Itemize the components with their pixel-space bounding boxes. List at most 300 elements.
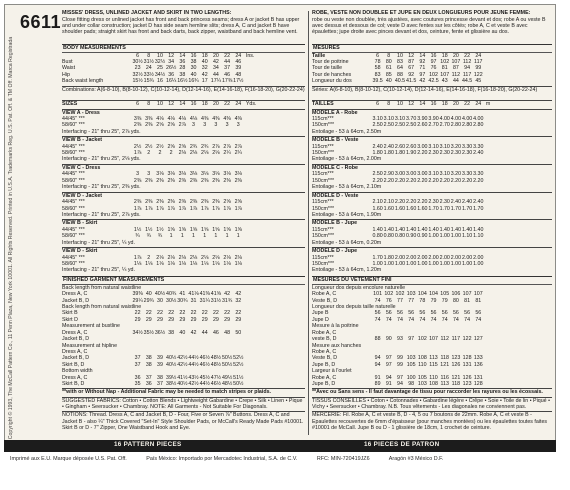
value-cell: 1.70 bbox=[439, 205, 450, 212]
value-cell: 24 bbox=[475, 52, 482, 59]
value-cell: 32½ bbox=[154, 58, 166, 65]
value-cell: 18 bbox=[201, 101, 208, 108]
value-cell: 44½ bbox=[188, 355, 199, 362]
value-cell: 74 bbox=[475, 316, 482, 323]
value-cell: 2⅛ bbox=[178, 150, 187, 157]
value-cell: 1.60 bbox=[372, 205, 383, 212]
value-cell: 22 bbox=[179, 310, 186, 317]
table-row bbox=[312, 381, 552, 387]
row-label: Hip bbox=[62, 71, 70, 78]
value-cell: 3.70 bbox=[406, 115, 417, 122]
yardage-values bbox=[132, 233, 244, 239]
value-cell: 107 bbox=[451, 58, 461, 65]
value-cell: 2.20 bbox=[406, 199, 417, 206]
value-cell: 15¾ bbox=[143, 78, 154, 85]
value-cell: 29 bbox=[201, 316, 208, 323]
metrage-values bbox=[372, 206, 484, 212]
row-label: Measurement at bustline bbox=[62, 323, 121, 330]
pattern-number: 6611 bbox=[20, 12, 62, 32]
value-cell: 3.90 bbox=[417, 115, 428, 122]
value-cell: 2½ bbox=[145, 143, 153, 150]
value-cell: 112 bbox=[462, 58, 472, 65]
value-cell: 2⅜ bbox=[201, 199, 209, 206]
value-cell: 41⅝ bbox=[210, 291, 222, 298]
french-column bbox=[312, 10, 552, 435]
value-cell: 40½ bbox=[166, 361, 177, 368]
value-cell: 1.60 bbox=[417, 205, 428, 212]
value-cell: 3.10 bbox=[372, 115, 383, 122]
value-cell: 29¼ bbox=[132, 297, 143, 304]
value-cell: 30½ bbox=[132, 58, 143, 65]
value-cell: 1⅞ bbox=[201, 205, 209, 212]
value-cell: 1.40 bbox=[406, 226, 417, 233]
value-cell: 6 bbox=[136, 101, 140, 108]
value-cell: 2.40 bbox=[383, 143, 394, 150]
value-cell: 36½ bbox=[154, 329, 166, 336]
value-cell: 2.10 bbox=[372, 199, 383, 206]
metrage-values bbox=[372, 178, 484, 184]
value-cell: 1.00 bbox=[439, 260, 450, 267]
value-cell: 1⅞ bbox=[223, 205, 231, 212]
value-cell: 1.10 bbox=[461, 233, 473, 240]
value-cell: 3 bbox=[225, 122, 229, 129]
value-cell: 1⅛ bbox=[189, 260, 198, 267]
value-cell: 1.40 bbox=[417, 226, 428, 233]
row-label: Jacket B, D bbox=[62, 297, 90, 304]
value-cell: 99 bbox=[397, 361, 403, 368]
value-cell: 2.20 bbox=[394, 177, 406, 184]
value-cell: 2.60 bbox=[417, 122, 428, 129]
value-cell: 30 bbox=[190, 65, 197, 72]
value-cell: 46½ bbox=[199, 355, 210, 362]
value-cell: 48½ bbox=[210, 355, 222, 362]
value-cell: 1.70 bbox=[428, 205, 439, 212]
value-cell: 4.00 bbox=[450, 115, 462, 122]
value-cell: 22 bbox=[190, 310, 197, 317]
value-cell: 38 bbox=[145, 355, 152, 362]
value-cell: 1⅛ bbox=[212, 260, 220, 267]
value-cell: 4⅛ bbox=[189, 115, 198, 122]
value-cell: 102 bbox=[395, 291, 405, 298]
value-cell: 31¼ bbox=[199, 297, 210, 304]
value-cell: 1⅞ bbox=[133, 254, 142, 261]
value-cell: 2.40 bbox=[473, 150, 484, 157]
value-cell: 80 bbox=[452, 297, 459, 304]
entoilage-note: Entoilage - 53 à 64cm, 1.90m bbox=[312, 211, 382, 218]
value-cell: 1.00 bbox=[473, 260, 484, 267]
value-cell: 29 bbox=[190, 316, 197, 323]
value-cell: 31 bbox=[190, 297, 197, 304]
row-label: Jupe D bbox=[312, 316, 329, 323]
english-column bbox=[62, 10, 305, 435]
value-cell: 1⅝ bbox=[223, 226, 231, 233]
value-cell: 40½ bbox=[166, 355, 177, 362]
value-cell: 31¾ bbox=[221, 297, 233, 304]
value-cell: 2⅜ bbox=[212, 199, 220, 206]
value-cell: 1.80 bbox=[383, 150, 394, 157]
value-cell: 41.5 bbox=[406, 78, 417, 85]
value-cell: 2.40 bbox=[461, 199, 473, 206]
fabric-width: 58/60" *** bbox=[62, 233, 85, 240]
value-cell: 8 bbox=[147, 52, 151, 59]
value-cell: 56 bbox=[397, 310, 403, 317]
pieces-footer-bar bbox=[4, 440, 556, 452]
value-cell: 38 bbox=[179, 71, 186, 78]
value-cell: 74 bbox=[464, 316, 471, 323]
value-cell: 2⅜ bbox=[133, 122, 142, 129]
value-cell: 31½ bbox=[210, 297, 222, 304]
value-cell: 16½ bbox=[177, 78, 188, 85]
row-label: Tour de taille bbox=[312, 65, 343, 72]
value-cell: 76 bbox=[385, 297, 392, 304]
value-cell: 17¼ bbox=[210, 78, 222, 85]
value-cell: 56 bbox=[408, 310, 415, 317]
value-cell: 2.20 bbox=[406, 177, 417, 184]
yardage-values bbox=[132, 178, 244, 184]
value-cell: 94 bbox=[374, 361, 381, 368]
value-cell: 10 bbox=[397, 101, 403, 108]
value-cell: 40½ bbox=[154, 291, 166, 298]
value-cell: 74 bbox=[430, 316, 437, 323]
value-cell: 18 bbox=[441, 101, 448, 108]
import-info-line bbox=[10, 456, 558, 462]
value-cell: 22 bbox=[224, 52, 231, 59]
value-cell: 1 bbox=[192, 233, 195, 240]
value-cell: 1.70 bbox=[461, 205, 473, 212]
value-cell: 3⅛ bbox=[201, 171, 209, 178]
value-cell: 56 bbox=[452, 310, 459, 317]
metrage-values bbox=[372, 122, 484, 128]
value-cell: ¾ bbox=[135, 233, 140, 240]
tailles-cells bbox=[372, 101, 484, 107]
value-cell: 2⅝ bbox=[167, 122, 175, 129]
value-cell: 35 bbox=[134, 380, 141, 387]
metrage-models bbox=[312, 109, 552, 274]
fabric-width: 44/45" *** bbox=[62, 226, 85, 233]
value-cell: 3.90 bbox=[428, 115, 439, 122]
value-cell: 2⅛ bbox=[201, 150, 209, 157]
value-cell: 42 bbox=[201, 71, 208, 78]
value-cell: 110 bbox=[418, 361, 427, 368]
value-cell: 102 bbox=[440, 58, 450, 65]
value-cell: 104 bbox=[417, 291, 427, 298]
value-cell: 2⅜ bbox=[212, 177, 220, 184]
value-cell: 44 bbox=[201, 329, 208, 336]
value-cell: 12 bbox=[408, 52, 415, 59]
row-values bbox=[132, 330, 244, 336]
value-cell: 3.10 bbox=[394, 115, 406, 122]
value-cell: 87 bbox=[408, 58, 415, 65]
value-cell: 1.40 bbox=[428, 226, 439, 233]
value-cell: 3⅜ bbox=[145, 115, 153, 122]
value-cell: 3⅛ bbox=[167, 171, 175, 178]
value-cell: 105 bbox=[417, 374, 427, 381]
value-cell: 40¾ bbox=[166, 291, 177, 298]
value-cell: 33½ bbox=[143, 71, 154, 78]
value-cell: 32 bbox=[201, 65, 208, 72]
value-cell: 56 bbox=[385, 310, 392, 317]
value-cell: 2.40 bbox=[473, 199, 484, 206]
value-cell: 4⅛ bbox=[167, 115, 175, 122]
yardage-values bbox=[132, 150, 244, 156]
value-cell: 103 bbox=[406, 291, 416, 298]
value-cell: 40 bbox=[201, 58, 208, 65]
row-values bbox=[372, 362, 484, 368]
model-heading: MODELE B - Veste bbox=[312, 136, 552, 143]
value-cell: 14 bbox=[179, 101, 186, 108]
value-cell: 10 bbox=[397, 52, 403, 59]
value-cell: 3.10 bbox=[439, 143, 450, 150]
value-cell: 24 bbox=[145, 65, 152, 72]
value-cell: 22 bbox=[464, 101, 471, 108]
value-cell: 74 bbox=[385, 316, 392, 323]
value-cell: 1.80 bbox=[383, 254, 394, 261]
value-cell: 113 bbox=[440, 380, 449, 387]
value-cell: 39 bbox=[157, 361, 163, 368]
interfacing-note: Interfacing - 21" thru 25", ¼ yd. bbox=[62, 239, 135, 246]
value-cell: 2.00 bbox=[417, 254, 428, 261]
value-cell: 22 bbox=[224, 101, 231, 108]
value-cell: 2⅛ bbox=[223, 254, 231, 261]
model-heading: MODELE C - Robe bbox=[312, 164, 552, 171]
value-cell: 2⅝ bbox=[223, 199, 231, 206]
value-cell: 94 bbox=[464, 65, 471, 72]
value-cell: 2.60 bbox=[406, 143, 417, 150]
value-cell: 2⅜ bbox=[145, 177, 153, 184]
value-cell: 26½ bbox=[166, 65, 177, 72]
value-cell: 74 bbox=[374, 316, 381, 323]
value-cell: 56 bbox=[419, 310, 426, 317]
row-label: Jupe B, D bbox=[312, 380, 336, 387]
fabric-width: 115cm*** bbox=[312, 143, 334, 150]
table-row bbox=[62, 78, 305, 84]
value-cell: 90 bbox=[385, 336, 392, 343]
value-cell: 1.40 bbox=[439, 226, 450, 233]
value-cell: 3⅛ bbox=[178, 171, 187, 178]
fabric-width: 150cm*** bbox=[312, 150, 335, 157]
fabric-width: 58/60" *** bbox=[62, 122, 85, 129]
value-cell: 2⅛ bbox=[178, 254, 187, 261]
value-cell: 3.30 bbox=[473, 143, 484, 150]
import-info-3: RFC: MIN-720419JZ6 bbox=[316, 456, 370, 462]
value-cell: 101 bbox=[373, 291, 383, 298]
value-cell: 38 bbox=[157, 374, 163, 381]
value-cell: 123 bbox=[451, 355, 461, 362]
value-cell: 71 bbox=[419, 65, 426, 72]
value-cell: 2⅛ bbox=[156, 254, 164, 261]
value-cell: 2½ bbox=[133, 143, 142, 150]
value-cell: 1.00 bbox=[406, 260, 417, 267]
tailles-label: TAILLES bbox=[312, 101, 334, 108]
yardage-values bbox=[132, 206, 244, 212]
value-cell: 79 bbox=[441, 297, 448, 304]
value-cell: 37 bbox=[134, 361, 141, 368]
value-cell: 3.20 bbox=[450, 171, 462, 178]
fabric-width: 58/60" *** bbox=[62, 260, 85, 267]
value-cell: 1⅛ bbox=[167, 260, 175, 267]
value-cell: 3.30 bbox=[473, 171, 484, 178]
value-cell: 2⅜ bbox=[189, 199, 198, 206]
row-values bbox=[372, 381, 484, 387]
value-cell: 1⅛ bbox=[145, 260, 153, 267]
french-description: robe ou veste non doublée, très ajustées, avec coutures princesse devant et dos; robe A ou veste B avec dessus et dessous de col; veste D avec fentes sur les côtés; robe A, C et veste B avec épaulettes; jupe droite avec pinces devant et dos, ceinture, fente et glissière au dos. bbox=[312, 16, 546, 36]
value-cell: 45½ bbox=[199, 374, 210, 381]
sizes-label: SIZES bbox=[62, 101, 78, 108]
value-cell: 2.80 bbox=[461, 122, 473, 129]
combinations-text: Combinations: A(6-8-10), B(8-10-12), C(10-12-14), D(12-14-16), E(14-16-18), F(16-18-20), G(20-22-24) bbox=[62, 86, 305, 100]
value-cell: 38 bbox=[145, 361, 152, 368]
value-cell: 85 bbox=[385, 71, 392, 78]
value-cell: 118 bbox=[451, 380, 461, 387]
value-cell: 2½ bbox=[156, 143, 164, 150]
value-cell: 2.80 bbox=[450, 122, 462, 129]
value-cell: 1½ bbox=[156, 226, 164, 233]
value-cell: 1 bbox=[236, 233, 240, 240]
value-cell: 2.30 bbox=[428, 150, 439, 157]
value-cell: 10 bbox=[157, 52, 163, 59]
value-cell: 2.50 bbox=[372, 171, 383, 178]
value-cell: 2.50 bbox=[394, 122, 406, 129]
row-label: Dress A, C bbox=[62, 291, 88, 298]
fr-finished-header: MESURES DU VETEMENT FINI bbox=[312, 276, 552, 285]
value-cell: 56 bbox=[441, 310, 448, 317]
value-cell: 3⅛ bbox=[189, 171, 198, 178]
fr-finished-measurement-rows bbox=[312, 285, 552, 388]
row-values bbox=[132, 362, 244, 368]
value-cell: 106 bbox=[451, 291, 461, 298]
yardage-values bbox=[132, 261, 244, 267]
value-cell: 1.40 bbox=[372, 226, 383, 233]
value-cell: 2.00 bbox=[439, 254, 450, 261]
value-cell: 30½ bbox=[166, 297, 177, 304]
value-cell: 61 bbox=[385, 65, 392, 72]
value-cell: 102 bbox=[384, 291, 394, 298]
value-cell: 56 bbox=[374, 310, 381, 317]
value-cell: 2.00 bbox=[406, 254, 417, 261]
value-cell: 43½ bbox=[188, 374, 199, 381]
fabric-width: 115cm*** bbox=[312, 226, 334, 233]
value-cell: 42 bbox=[419, 78, 426, 85]
row-label: Dress A, C bbox=[62, 374, 88, 381]
value-cell: 4⅛ bbox=[156, 115, 164, 122]
value-cell: 1⅛ bbox=[223, 260, 231, 267]
value-cell: 2⅞ bbox=[212, 143, 220, 150]
value-cell: 97 bbox=[385, 361, 392, 368]
value-cell: 121 bbox=[451, 374, 461, 381]
metrage-values bbox=[372, 261, 484, 267]
model-heading: MODELE B - Jupe bbox=[312, 219, 552, 226]
row-label: Measurement at hipline bbox=[62, 342, 118, 349]
value-cell: 40.5 bbox=[394, 78, 406, 85]
value-cell: 42 bbox=[224, 291, 231, 298]
value-cell: 1.00 bbox=[394, 260, 406, 267]
value-cell: 136 bbox=[473, 361, 483, 368]
value-cell: 2⅜ bbox=[167, 177, 175, 184]
value-cell: 91 bbox=[385, 380, 392, 387]
value-cell: 3 bbox=[236, 122, 240, 129]
value-cell: 1 bbox=[214, 233, 218, 240]
value-cell: 43 bbox=[441, 78, 448, 85]
value-cell: 2.30 bbox=[428, 199, 439, 206]
value-cell: 20 bbox=[212, 101, 219, 108]
value-cell: 1 bbox=[203, 233, 207, 240]
value-cell: 2⅜ bbox=[178, 177, 187, 184]
value-cell: 2.80 bbox=[473, 122, 484, 129]
value-cell: 126 bbox=[451, 361, 461, 368]
value-cell: 81 bbox=[441, 65, 448, 72]
value-cell: 117 bbox=[451, 336, 461, 343]
value-cell: 4⅜ bbox=[223, 115, 231, 122]
value-cell: 42 bbox=[235, 291, 242, 298]
value-cell: 2.10 bbox=[383, 199, 394, 206]
value-cell: 44.5 bbox=[461, 78, 473, 85]
value-cell: 24 bbox=[235, 101, 242, 108]
value-cell: 2⅞ bbox=[223, 143, 231, 150]
value-cell: 2⅜ bbox=[145, 199, 153, 206]
value-cell: 41 bbox=[179, 291, 186, 298]
value-cell: 2.70 bbox=[428, 122, 439, 129]
value-cell: 50½ bbox=[221, 355, 233, 362]
sizes-row bbox=[62, 100, 305, 107]
value-cell: 4⅜ bbox=[201, 115, 209, 122]
value-cell: 39.5 bbox=[372, 78, 383, 85]
value-cell: 3.00 bbox=[417, 171, 428, 178]
value-cell: 2⅜ bbox=[178, 199, 187, 206]
value-cell: 44 bbox=[224, 58, 231, 65]
import-info-2: País México: Importado por Mercadotec Industrial, S.A. de C.V. bbox=[146, 456, 298, 462]
value-cell: 48 bbox=[235, 71, 242, 78]
value-cell: 2⅝ bbox=[167, 143, 175, 150]
pieces-de-patron-count: 16 PIECES DE PATRON bbox=[364, 441, 440, 448]
value-cell: 102 bbox=[429, 71, 438, 78]
fabric-width: 115cm*** bbox=[312, 171, 334, 178]
value-cell: 2.40 bbox=[372, 143, 383, 150]
pattern-pieces-count: 16 PATTERN PIECES bbox=[114, 441, 182, 448]
value-cell: 1.40 bbox=[394, 226, 406, 233]
value-cell: 2.90 bbox=[383, 171, 394, 178]
value-cell: 48½ bbox=[221, 380, 233, 387]
value-cell: 107 bbox=[473, 291, 483, 298]
row-label: Skirt D bbox=[62, 316, 78, 323]
value-cell: 121 bbox=[440, 361, 450, 368]
value-cell: 40 bbox=[145, 291, 152, 298]
fabric-width: 150cm*** bbox=[312, 205, 335, 212]
value-cell: 1 bbox=[180, 233, 184, 240]
view-heading: VIEW D - Skirt bbox=[62, 247, 305, 254]
value-cell: 131 bbox=[462, 361, 472, 368]
value-cell: 41⅛ bbox=[188, 291, 199, 298]
value-cell: 98 bbox=[408, 380, 415, 387]
value-cell: 22 bbox=[168, 310, 175, 317]
value-cell: 3 bbox=[192, 122, 195, 129]
value-cell: 12 bbox=[168, 52, 175, 59]
value-cell: 117 bbox=[474, 58, 483, 65]
row-values bbox=[132, 298, 244, 304]
value-cell: 46 bbox=[212, 329, 219, 336]
value-cell: 2⅜ bbox=[234, 177, 242, 184]
value-cell: 2.20 bbox=[439, 177, 450, 184]
value-cell: 74 bbox=[408, 316, 415, 323]
value-cell: 6 bbox=[376, 52, 380, 59]
value-cell: 2¾ bbox=[189, 143, 198, 150]
row-values bbox=[372, 78, 484, 84]
fabric-width: 58/60" *** bbox=[62, 177, 85, 184]
row-label: Skirt B bbox=[62, 310, 78, 317]
row-label: Robe A, C bbox=[312, 291, 337, 298]
value-cell: 34½ bbox=[132, 329, 143, 336]
view-heading: VIEW D - Jacket bbox=[62, 192, 305, 199]
value-cell: 97 bbox=[419, 71, 426, 78]
